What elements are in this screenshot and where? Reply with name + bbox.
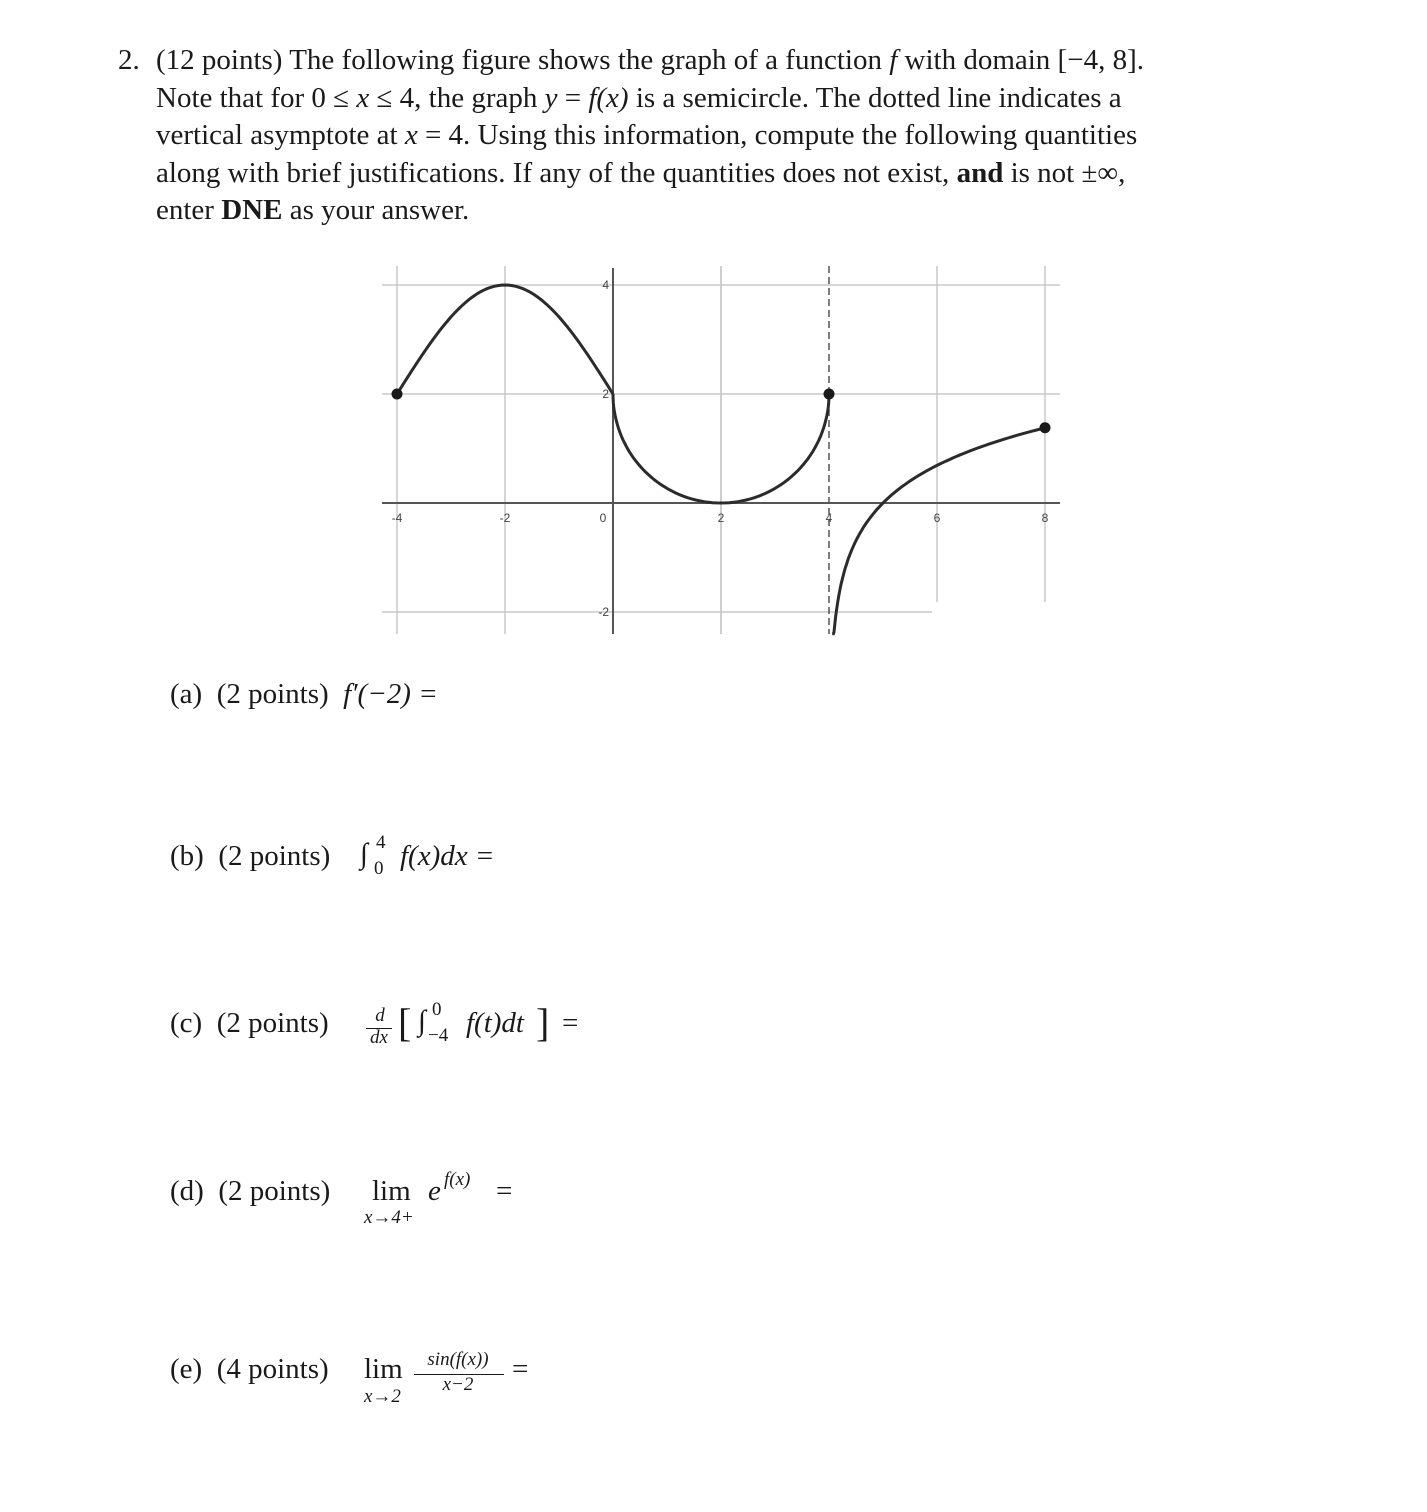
y-tick-label: 2 (602, 387, 609, 401)
closed-endpoint (392, 389, 403, 400)
text-fragment: with domain [−4, 8]. (904, 44, 1144, 76)
part-points: (2 points) (216, 678, 329, 710)
statement-line-2 (156, 80, 1122, 118)
part-d (170, 1169, 570, 1235)
text-fragment: vertical asymptote at (156, 119, 398, 151)
fraction-numerator: sin(f(x)) (427, 1349, 489, 1370)
closed-endpoint (1040, 422, 1051, 433)
part-e (170, 1349, 590, 1413)
equals-sign: = (562, 1007, 579, 1039)
text-fragment: The following figure shows the graph of a function (289, 44, 882, 76)
limit-operator: lim (364, 1353, 403, 1385)
statement-line-4 (156, 155, 1125, 193)
x-tick-label: 6 (933, 511, 941, 525)
math-var: y (544, 81, 558, 114)
exponent-base: e (428, 1175, 441, 1207)
x-tick-label: 0 (599, 511, 607, 525)
math-expr: f(x) (588, 81, 629, 114)
limit-subscript: x→4+ (364, 1207, 414, 1228)
text-fragment: is not ±∞, (1010, 156, 1126, 189)
text-fragment: ≤ 4, the graph (376, 81, 538, 114)
closed-endpoint (824, 389, 835, 400)
part-label: (d) (170, 1175, 204, 1207)
integral-sign: ∫ (360, 838, 368, 870)
part-a (170, 678, 438, 711)
part-points: (2 points) (218, 1175, 331, 1207)
text-fragment: is a semicircle. The dotted line indicates a (635, 81, 1122, 114)
math-var: x (404, 119, 418, 151)
text-fragment: enter (156, 194, 214, 226)
integral-upper-limit: 0 (432, 999, 442, 1020)
part-expression: f(x)dx = (400, 840, 495, 872)
text-fragment: as your answer. (289, 194, 470, 226)
text-fragment: along with brief justifications. If any of the quantities does not exist, (156, 156, 950, 189)
derivative-numerator: d (375, 1005, 385, 1026)
statement-line-1 (156, 42, 1144, 80)
integral-upper-limit: 4 (376, 832, 386, 853)
problem-points: (12 points) (156, 44, 283, 76)
text-fragment: = 4. Using this information, compute the following quantities (424, 119, 1138, 151)
x-tick-label: -4 (391, 511, 403, 525)
part-label: (a) (170, 678, 203, 710)
statement-line-5 (156, 192, 469, 230)
part-points: (2 points) (218, 840, 331, 872)
integral-lower-limit: −4 (428, 1025, 449, 1046)
y-tick-label: 4 (602, 278, 609, 292)
integral-sign: ∫ (418, 1005, 426, 1037)
part-c (170, 999, 630, 1067)
problem-number: 2. (118, 44, 140, 76)
bold-and: and (956, 156, 1004, 189)
part-label: (c) (170, 1007, 203, 1039)
part-points: (4 points) (216, 1353, 329, 1385)
x-tick-label: 2 (717, 511, 725, 525)
part-label: (e) (170, 1353, 203, 1385)
derivative-denominator: dx (370, 1027, 388, 1048)
math-var: f (889, 44, 898, 76)
bold-dne: DNE (221, 194, 283, 226)
part-b (170, 832, 570, 890)
statement-line-3 (156, 117, 1137, 155)
text-fragment: = (564, 81, 582, 114)
fraction-denominator: x−2 (442, 1374, 474, 1395)
left-bracket: [ (398, 1000, 412, 1045)
limit-operator: lim (372, 1175, 411, 1207)
integral-lower-limit: 0 (374, 858, 384, 879)
y-tick-label: -2 (598, 605, 609, 619)
x-tick-label: 4 (825, 511, 833, 525)
part-expression: f′(−2) = (343, 678, 438, 710)
x-tick-label: 8 (1041, 511, 1049, 525)
curve-right-branch (832, 428, 1045, 634)
equals-sign: = (512, 1353, 529, 1385)
limit-subscript: x→2 (364, 1386, 401, 1407)
x-tick-label: -2 (499, 511, 511, 525)
right-bracket: ] (536, 1000, 550, 1045)
function-graph (370, 262, 1070, 642)
part-points: (2 points) (216, 1007, 329, 1039)
math-var: x (356, 81, 370, 114)
part-expression: f(t)dt (466, 1007, 524, 1039)
text-fragment: Note that for 0 ≤ (156, 81, 350, 114)
equals-sign: = (496, 1175, 513, 1207)
exponent: f(x) (444, 1169, 471, 1190)
part-label: (b) (170, 840, 204, 872)
